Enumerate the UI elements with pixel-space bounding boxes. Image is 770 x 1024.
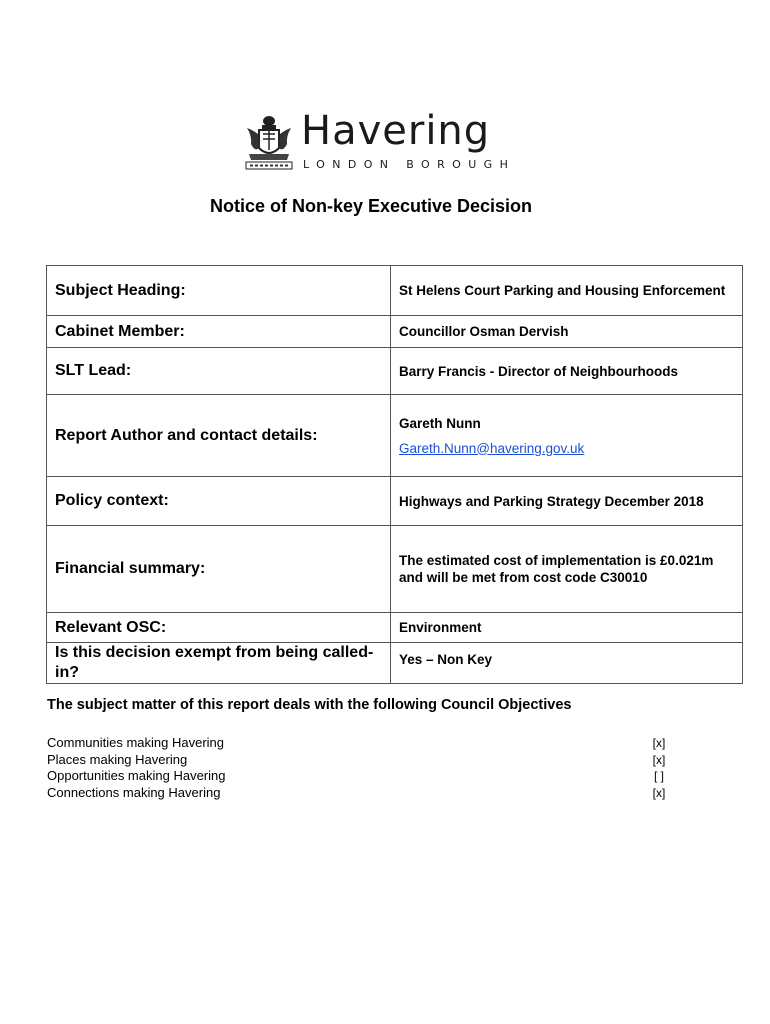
table-row bbox=[47, 613, 743, 643]
objective-label: Connections making Havering bbox=[47, 784, 221, 800]
table-row bbox=[47, 395, 743, 477]
objective-label: Places making Havering bbox=[47, 751, 188, 767]
brand-name: Havering bbox=[301, 108, 491, 154]
table-row bbox=[47, 526, 743, 613]
report-author-email-link[interactable]: Gareth.Nunn@havering.gov.uk bbox=[399, 440, 585, 456]
objective-checkbox: [x] bbox=[652, 752, 666, 767]
policy-context-label: Policy context: bbox=[47, 477, 391, 526]
objectives-list bbox=[47, 735, 669, 801]
objective-checkbox: [x] bbox=[652, 736, 666, 750]
report-author-name: Gareth Nunn bbox=[399, 415, 481, 431]
policy-context-value: Highways and Parking Strategy December 2018 bbox=[391, 477, 743, 526]
subject-heading-value: St Helens Court Parking and Housing Enforcement bbox=[391, 266, 743, 316]
list-item bbox=[47, 752, 669, 769]
financial-summary-value: The estimated cost of implementation is £0.021m and will be met from cost code C30010 bbox=[391, 526, 743, 613]
slt-lead-label: SLT Lead: bbox=[47, 348, 391, 395]
table-row bbox=[47, 316, 743, 348]
report-author-label: Report Author and contact details: bbox=[47, 395, 391, 477]
objective-checkbox: [ ] bbox=[653, 769, 664, 783]
cabinet-member-label: Cabinet Member: bbox=[47, 316, 391, 348]
objectives-heading: The subject matter of this report deals with the following Council Objectives bbox=[47, 697, 572, 713]
decision-summary-table bbox=[46, 265, 743, 684]
report-author-value bbox=[391, 395, 743, 477]
list-item bbox=[47, 785, 669, 802]
objective-label: Opportunities making Havering bbox=[47, 768, 226, 783]
brand-subtitle: LONDON BOROUGH bbox=[303, 158, 516, 171]
coat-of-arms-icon bbox=[243, 114, 295, 172]
cabinet-member-value: Councillor Osman Dervish bbox=[391, 316, 743, 348]
call-in-exempt-label: Is this decision exempt from being called-in? bbox=[47, 643, 391, 684]
havering-logo bbox=[243, 108, 523, 176]
list-item bbox=[47, 735, 669, 752]
table-row bbox=[47, 348, 743, 395]
relevant-osc-value: Environment bbox=[391, 613, 743, 643]
table-row bbox=[47, 266, 743, 316]
financial-summary-label: Financial summary: bbox=[47, 526, 391, 613]
call-in-exempt-value: Yes – Non Key bbox=[391, 643, 743, 684]
table-row bbox=[47, 643, 743, 684]
list-item bbox=[47, 768, 669, 785]
subject-heading-label: Subject Heading: bbox=[47, 266, 391, 316]
objective-checkbox: [x] bbox=[652, 785, 666, 800]
table-row bbox=[47, 477, 743, 526]
document-title: Notice of Non-key Executive Decision bbox=[209, 196, 533, 216]
objective-label: Communities making Havering bbox=[47, 735, 225, 750]
slt-lead-value: Barry Francis - Director of Neighbourhoods bbox=[391, 348, 743, 395]
relevant-osc-label: Relevant OSC: bbox=[47, 613, 391, 643]
